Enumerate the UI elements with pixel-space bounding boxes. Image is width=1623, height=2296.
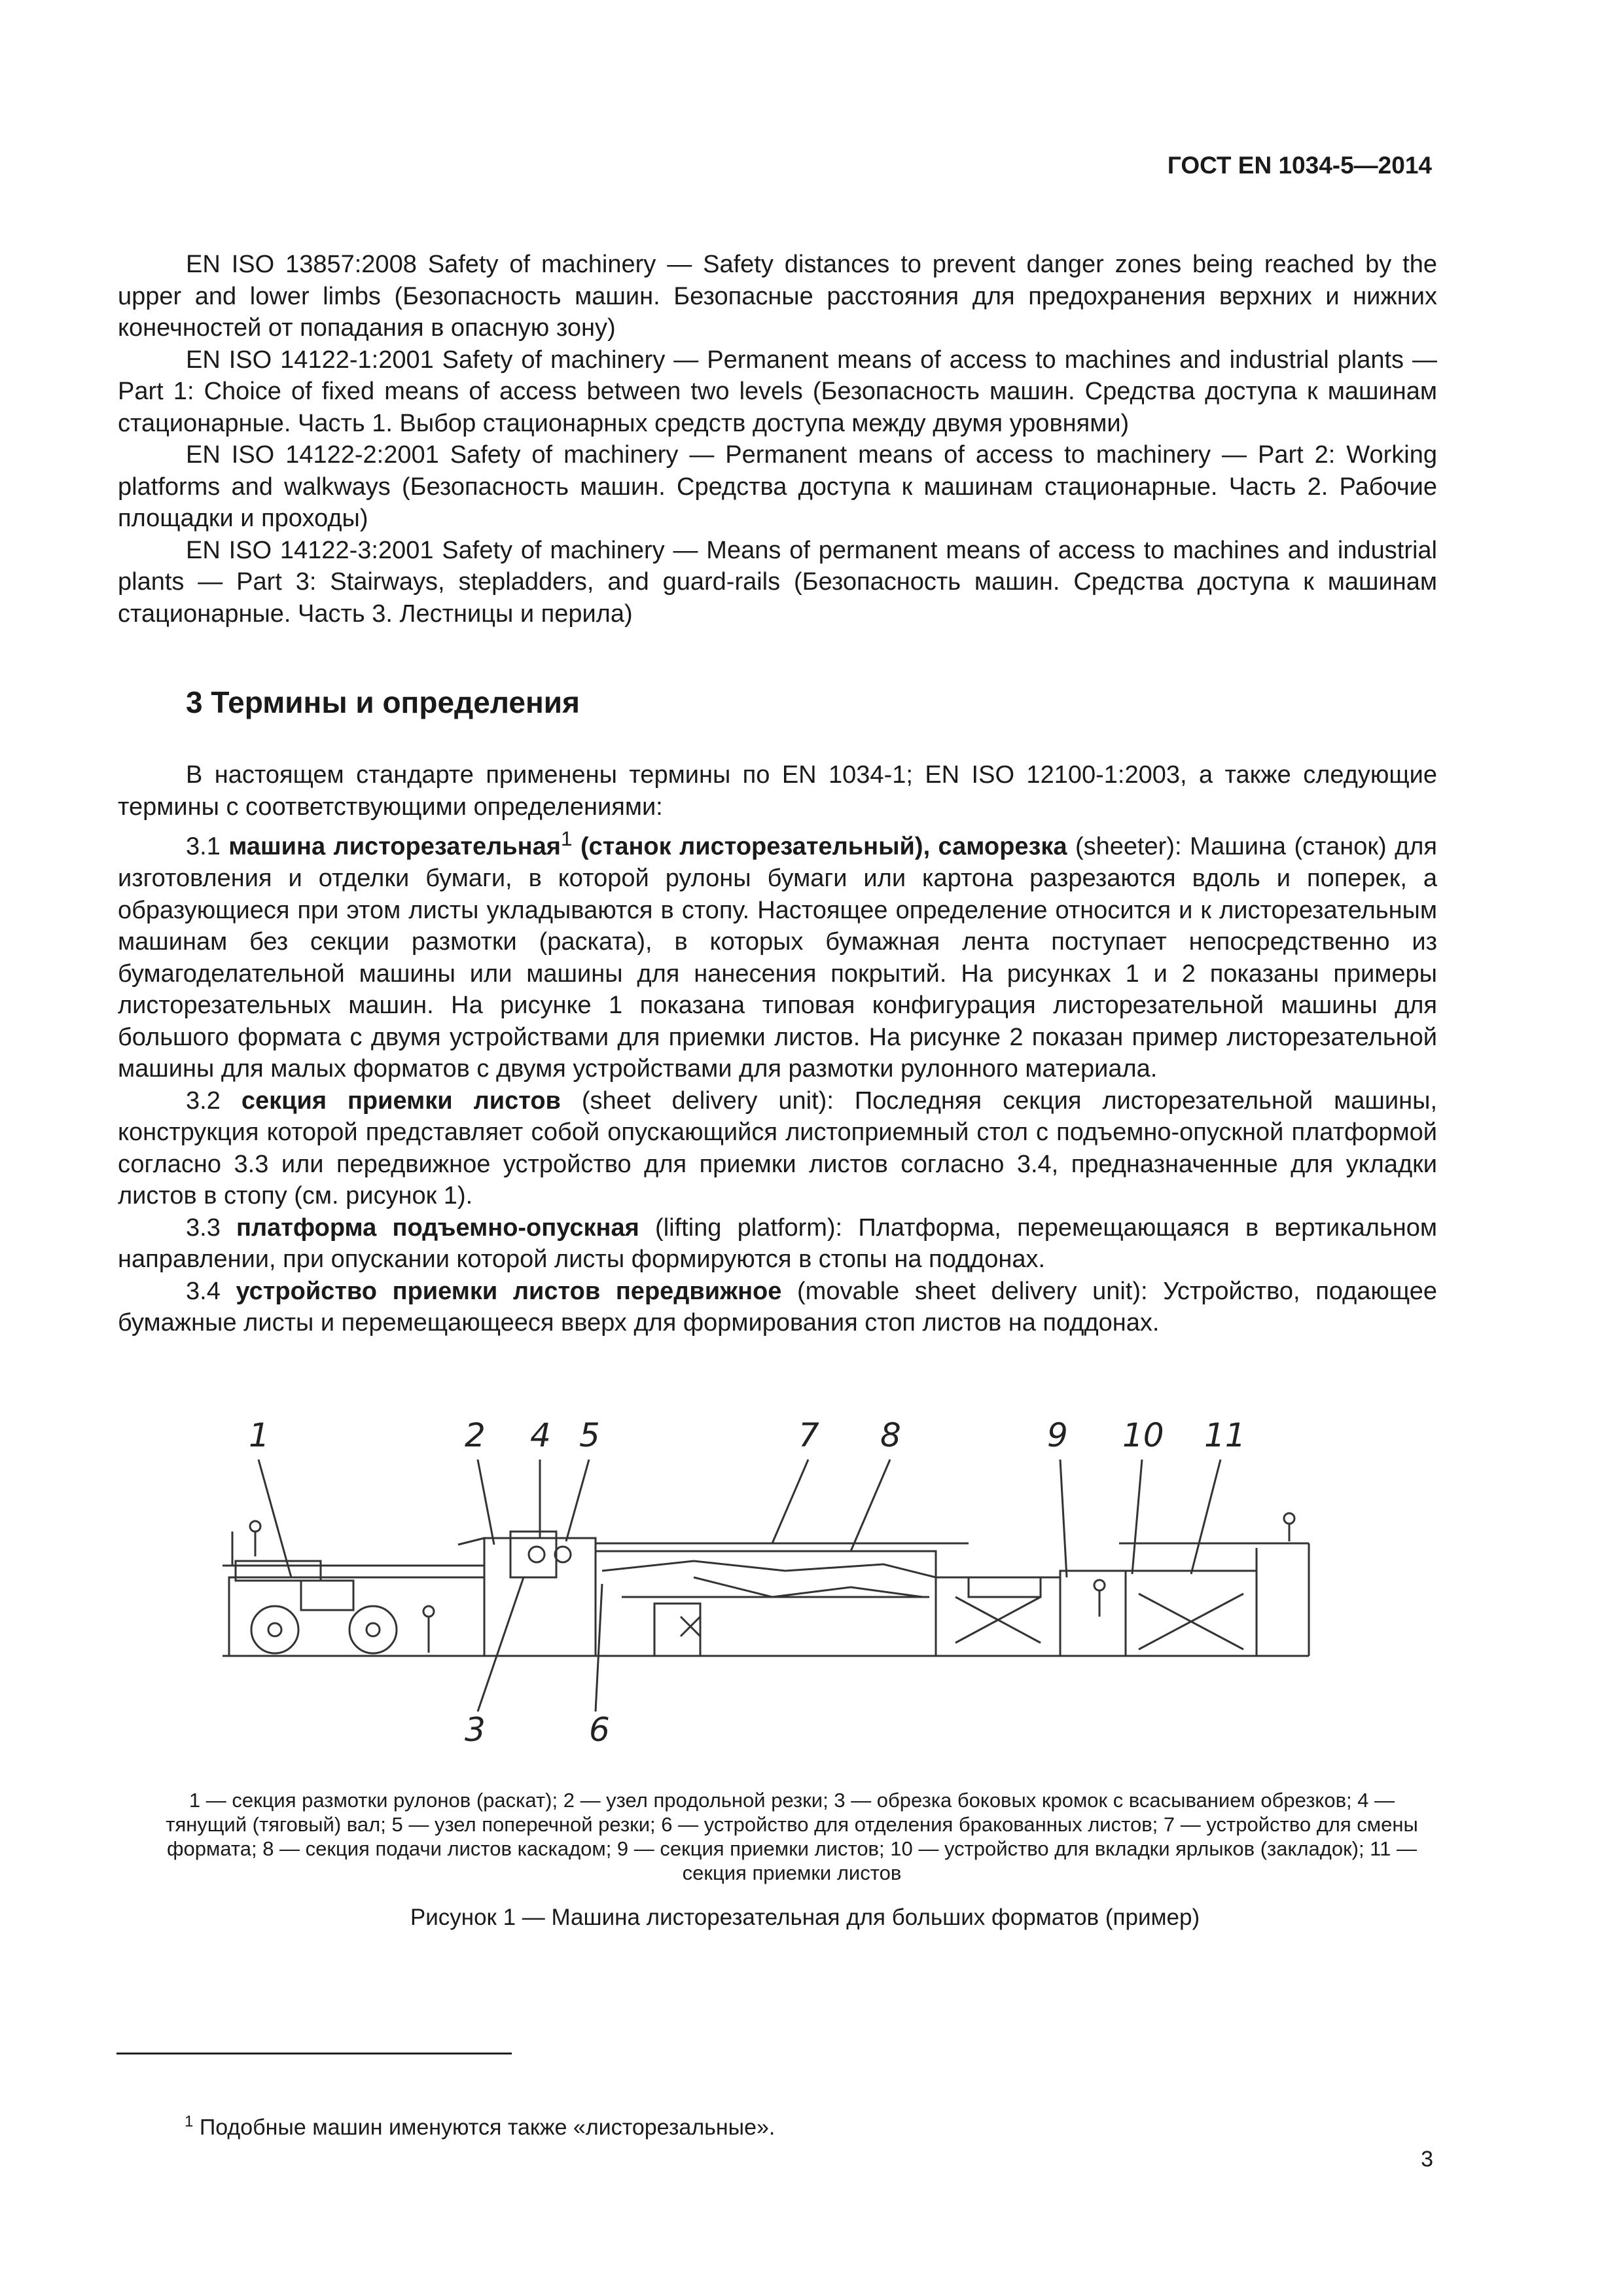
term-number: 3.1 bbox=[186, 833, 221, 861]
callout-1: 1 bbox=[249, 1416, 270, 1454]
delivery-unit-11 bbox=[1126, 1571, 1257, 1656]
term-definition: Платформа, перемещающаяся в вертикальном направлении, при опускании которой листы формируются в стопы на поддонах. bbox=[118, 1213, 1438, 1274]
roll-right-icon bbox=[349, 1606, 397, 1653]
footnote-ref[interactable]: 1 bbox=[560, 827, 573, 850]
section-heading: 3 Термины и определения bbox=[186, 685, 580, 719]
page-number: 3 bbox=[1421, 2147, 1433, 2172]
callout-3: 3 bbox=[465, 1711, 486, 1748]
callout-9: 9 bbox=[1047, 1416, 1068, 1454]
callout-7: 7 bbox=[798, 1416, 819, 1454]
callout-6: 6 bbox=[589, 1711, 610, 1748]
callout-8: 8 bbox=[880, 1416, 901, 1454]
term-english: (sheeter): bbox=[1075, 833, 1182, 861]
term-definition: Устройство, подающее бумажные листы и перемещающееся вверх для формирования стоп листов на поддонах. bbox=[118, 1277, 1438, 1337]
normative-references bbox=[118, 249, 1437, 630]
terms-body bbox=[118, 759, 1437, 1339]
term-english: (movable sheet delivery unit): bbox=[797, 1277, 1148, 1305]
label-inserter bbox=[1060, 1571, 1126, 1656]
reference-item: EN ISO 14122-1:2001 Safety of machinery — Permanent means of access to machines and industrial plants — Part 1: Choice of fixed means of access between two levels (Безопасность машин. Средства доступа к машинам стационарные. Часть 1. Выбор стационарных средств доступа между двумя уровнями) bbox=[118, 346, 1437, 437]
term-name: секция приемки листов bbox=[241, 1086, 561, 1115]
term-definition: Машина (станок) для изготовления и отделки бумаги, в которой рулоны бумаги или картона разрезаются вдоль и поперек, а образующиеся при этом листы укладываются в стопу. Настоящее определение относится и к листорезательным машинам без секции размотки (раската), в которых бумажная лента поступает непосредственно из бумагоделательной машины или машины для нанесения покрытий. На рисунках 1 и 2 показаны примеры листорезательных машин. На рисунке 1 показана типовая конфигурация листорезательной машины для большого формата с двумя устройствами для приемки листов. На рисунке 2 показан пример листорезательной машины для малых форматов с двумя устройствами для размотки рулонного материала. bbox=[118, 833, 1437, 1083]
sheeter-machine-drawing bbox=[196, 1381, 1348, 1748]
unwind-stand bbox=[229, 1577, 484, 1656]
term-definition: Последняя секция листорезательной машины, конструкция которой представляет собой опускающийся листоприемный стол с подъемно-опускной платформой согласно 3.3 или передвижное устройство для приемки листов согласно 3.4, предназначенные для укладки листов в стопу (см. рисунок 1). bbox=[118, 1086, 1437, 1210]
term-name: платформа подъемно-опускная bbox=[236, 1213, 639, 1242]
figure-legend: 1 — секция размотки рулонов (раскат); 2 — узел продольной резки; 3 — обрезка боковых кромок с всасыванием обрезков; 4 — тянущий (тяговый) вал; 5 — узел поперечной резки; 6 — устройство для отделения бракованных листов; 7 — устройство для смены формата; 8 — секция подачи листов каскадом; 9 — секция приемки листов; 10 — устройство для вкладки ярлыков (закладок); 11 — секция приемки листов bbox=[166, 1789, 1418, 1884]
reference-item: EN ISO 14122-3:2001 Safety of machinery — Means of permanent means of access to machines and industrial plants — Part 3: Stairways, stepladders, and guard-rails (Безопасность машин. Средства доступа к машинам стационарные. Часть 3. Лестницы и перила) bbox=[118, 536, 1437, 628]
callout-5: 5 bbox=[579, 1416, 600, 1454]
term-name: машина листорезательная bbox=[228, 833, 561, 861]
term-number: 3.2 bbox=[186, 1086, 221, 1115]
footnote-separator bbox=[116, 2053, 512, 2054]
roll-left-icon bbox=[251, 1606, 298, 1653]
footnote-text: Подобные машин именуются также «листорезальные». bbox=[199, 2115, 776, 2140]
figure-caption: Рисунок 1 — Машина листорезательная для больших форматов (пример) bbox=[410, 1905, 1200, 1930]
callout-2: 2 bbox=[465, 1416, 486, 1454]
term-3-3 bbox=[118, 1212, 1437, 1276]
terms-intro: В настоящем стандарте применены термины по EN 1034-1; EN ISO 12100-1:2003, а также следующие термины с соответствующими определениями: bbox=[118, 761, 1437, 821]
term-3-2 bbox=[118, 1085, 1437, 1212]
standard-code: ГОСТ EN 1034-5—2014 bbox=[1167, 152, 1432, 179]
term-number: 3.4 bbox=[186, 1277, 221, 1305]
slitter-unit bbox=[484, 1538, 596, 1656]
term-english: (lifting platform): bbox=[655, 1213, 843, 1242]
callout-10: 10 bbox=[1122, 1416, 1164, 1454]
reference-item: EN ISO 14122-2:2001 Safety of machinery — Permanent means of access to machinery — Part 2: Working platforms and walkways (Безопасность машин. Средства доступа к машинам стационарные. Часть 2. Рабочие площадки и проходы) bbox=[118, 441, 1437, 532]
term-3-1 bbox=[118, 823, 1437, 1085]
callout-11: 11 bbox=[1204, 1416, 1246, 1454]
footnote bbox=[185, 2113, 775, 2140]
callout-4: 4 bbox=[530, 1416, 551, 1454]
term-number: 3.3 bbox=[186, 1213, 221, 1242]
term-3-4 bbox=[118, 1276, 1437, 1339]
term-name: устройство приемки листов передвижное bbox=[236, 1277, 782, 1305]
reference-item: EN ISO 13857:2008 Safety of machinery — Safety distances to prevent danger zones being reached by the upper and lower limbs (Безопасность машин. Безопасные расстояния для предохранения верхних и нижних конечностей от попадания в опасную зону) bbox=[118, 251, 1437, 342]
sheeter-machine-figure bbox=[196, 1381, 1348, 1748]
term-english: (sheet delivery unit): bbox=[581, 1086, 834, 1115]
footnote-mark: 1 bbox=[185, 2113, 194, 2130]
term-name-rest: (станок листорезательный), саморезка bbox=[580, 833, 1067, 861]
